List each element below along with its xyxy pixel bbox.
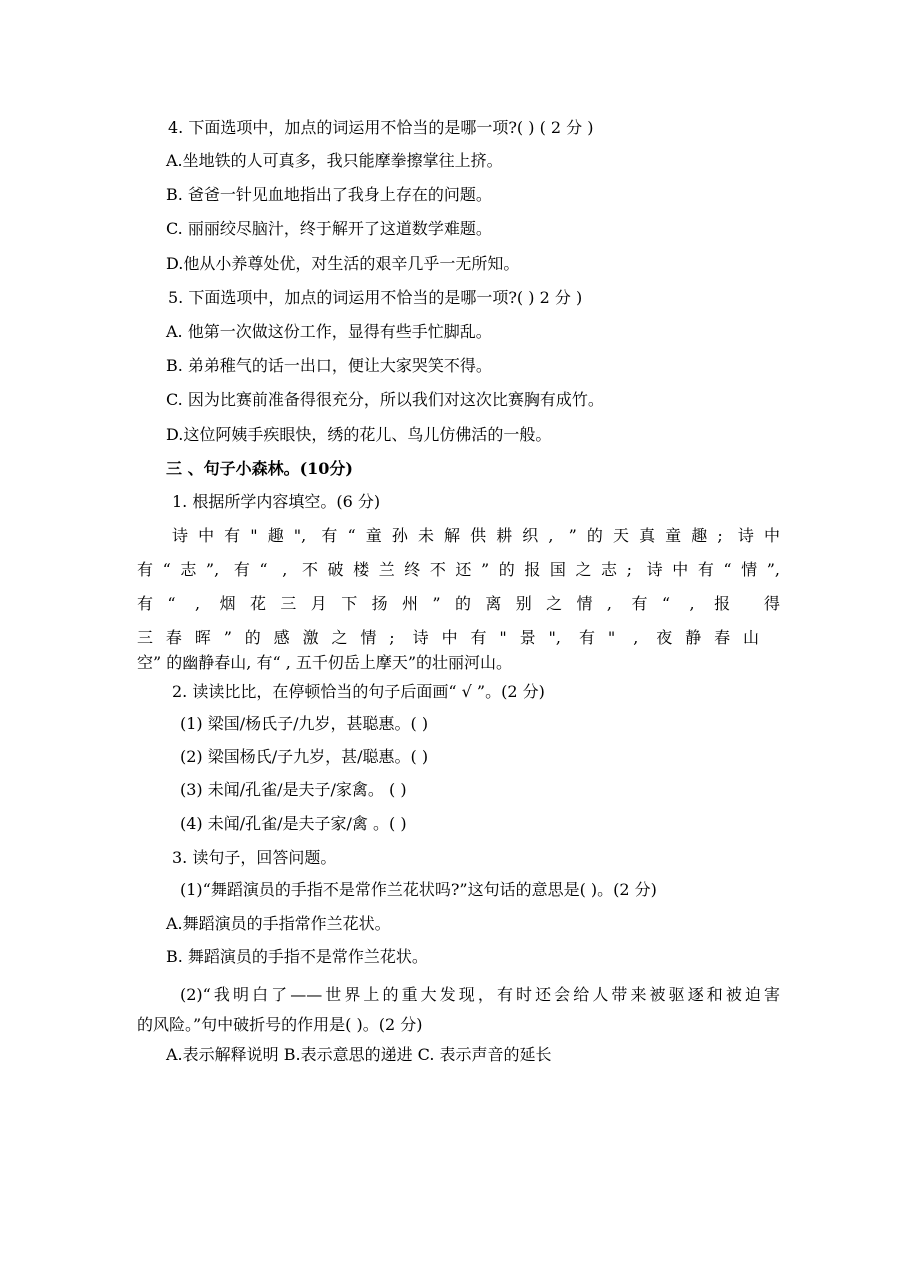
q4-option-c: C. 丽丽绞尽脑汁，终于解开了这道数学难题。 (166, 219, 492, 238)
s3-q3-stem: 3. 读句子，回答问题。 (172, 848, 337, 867)
s3-q3-sub2-stem-line-2: 的风险。”句中破折号的作用是( )。(2 分) (137, 1015, 423, 1034)
s3-q2-item-4: (4) 未闻/孔雀/是夫子家/禽 。( ) (180, 814, 407, 833)
s3-q1-line-5: 空” 的幽静春山, 有“ , 五千仞岳上摩天”的壮丽河山。 (137, 653, 513, 672)
q4-stem: 4. 下面选项中，加点的词运用不恰当的是哪一项?( ) ( 2 分 ) (168, 118, 594, 137)
q5-option-d: D.这位阿姨手疾眼快，绣的花儿、鸟儿仿佛活的一般。 (166, 425, 552, 444)
s3-q2-item-2: (2) 梁国杨氏/子九岁，甚/聪惠。( ) (180, 747, 429, 766)
s3-q3-sub2-options: A.表示解释说明 B.表示意思的递进 C. 表示声音的延长 (166, 1045, 552, 1064)
s3-q2-item-3: (3) 未闻/孔雀/是夫子/家禽。 ( ) (180, 780, 407, 799)
s3-q1-line-2: 有“志”, 有“ , 不破楼兰终不还”的报国之志; 诗中有“情”, (137, 560, 780, 579)
q5-option-a: A. 他第一次做这份工作，显得有些手忙脚乱。 (166, 322, 492, 341)
section3-title: 三 、句子小森林。(10分) (166, 459, 353, 478)
s3-q3-sub1-option-a: A.舞蹈演员的手指常作兰花状。 (166, 914, 391, 933)
q4-option-b: B. 爸爸一针见血地指出了我身上存在的问题。 (166, 185, 492, 204)
q5-option-b: B. 弟弟稚气的话一出口，便让大家哭笑不得。 (166, 356, 492, 375)
q5-option-c: C. 因为比赛前准备得很充分，所以我们对这次比赛胸有成竹。 (166, 390, 604, 409)
q4-option-d: D.他从小养尊处优，对生活的艰辛几乎一无所知。 (166, 254, 520, 273)
s3-q3-sub1-option-b: B. 舞蹈演员的手指不是常作兰花状。 (166, 947, 428, 966)
s3-q2-stem: 2. 读读比比，在停顿恰当的句子后面画“ √ ”。(2 分) (172, 682, 545, 701)
s3-q2-item-1: (1) 梁国/杨氏子/九岁，甚聪惠。( ) (180, 714, 429, 733)
s3-q3-sub1-stem: (1)“舞蹈演员的手指不是常作兰花状吗?”这句话的意思是( )。(2 分) (180, 880, 657, 899)
s3-q1-line-3: 有“ , 烟花三月下扬州”的离别之情, 有“ , 报 得 (137, 594, 780, 613)
s3-q1-stem: 1. 根据所学内容填空。(6 分) (172, 492, 381, 511)
q5-stem: 5. 下面选项中，加点的词运用不恰当的是哪一项?( ) 2 分 ) (168, 288, 583, 307)
s3-q3-sub2-stem-line-1: (2)“我明白了——世界上的重大发现，有时还会给人带来被驱逐和被迫害 (180, 985, 780, 1004)
s3-q1-line-4: 三春晖”的感激之情; 诗中有"景", 有" , 夜静春山 (137, 628, 759, 647)
s3-q1-line-1: 诗中有"趣", 有“童孙未解供耕织, ”的天真童趣; 诗中 (172, 526, 780, 545)
q4-option-a: A.坐地铁的人可真多，我只能摩拳擦掌往上挤。 (166, 151, 503, 170)
